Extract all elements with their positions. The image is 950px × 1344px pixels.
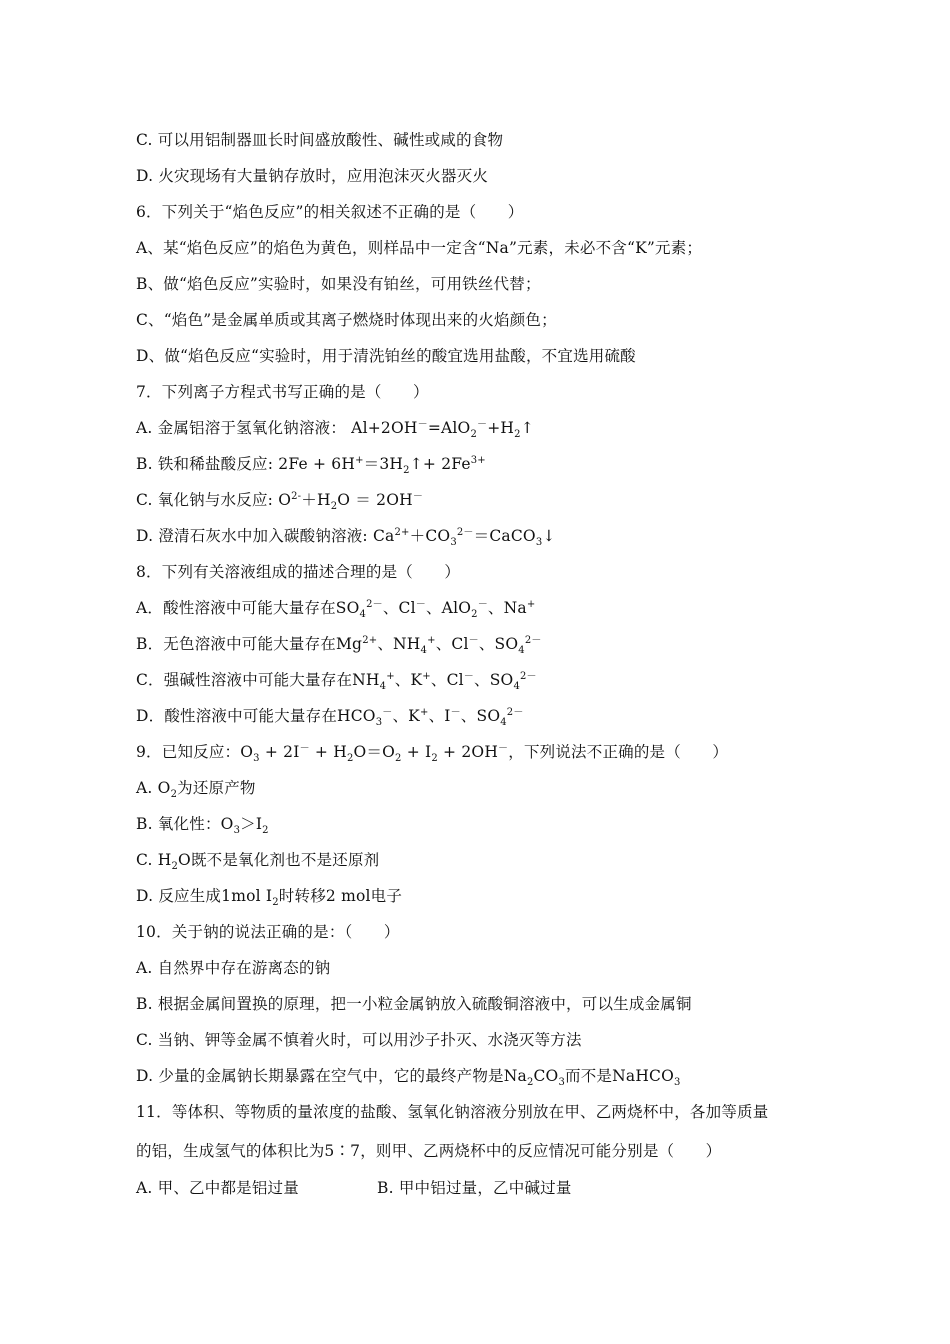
q7-option-a: A. 金属铝溶于氢氧化钠溶液： $Al+2OH^-=AlO_2^-+H_2↑$ (136, 418, 534, 441)
question-8: 8．下列有关溶液组成的描述合理的是（ ） (136, 563, 461, 581)
q11-option-b: B. 甲中铝过量，乙中碱过量 (377, 1179, 572, 1197)
question-11: 11．等体积、等物质的量浓度的盐酸、氢氧化钠溶液分别放在甲、乙两烧杯中，各加等质量 (136, 1103, 769, 1121)
q10-option-c: C. 当钠、钾等金属不慎着火时，可以用沙子扑灭、水浇灭等方法 (136, 1031, 582, 1049)
q7-option-b: B. 铁和稀盐酸反应: $2Fe + 6H^+=3H_2↑+ 2Fe^{3+}$ (136, 454, 486, 477)
q9-option-a: A. $O_2$为还原产物 (136, 779, 256, 801)
q6-option-c: C、“焰色”是金属单质或其离子燃烧时体现出来的火焰颜色； (136, 311, 557, 329)
q6-option-b: B、做“焰色反应”实验时，如果没有铂丝，可用铁丝代替； (136, 275, 541, 293)
question-9: 9．已知反应：$O_3 + 2I^- + H_2O=O_2 + I_2 + 2OH^-$，下列说法不正确的是（ ） (136, 742, 729, 765)
q5-option-d: D. 火灾现场有大量钠存放时，应用泡沫灭火器灭火 (136, 167, 489, 185)
q9-option-c: C. $H_2O$既不是氧化剂也不是还原剂 (136, 851, 380, 873)
question-7: 7．下列离子方程式书写正确的是（ ） (136, 383, 429, 401)
q11-option-a: A. 甲、乙中都是铝过量 (136, 1179, 299, 1197)
q10-option-a: A. 自然界中存在游离态的钠 (136, 959, 331, 977)
q9-option-d: D. 反应生成1mol $I_2$时转移2 mol电子 (136, 887, 403, 909)
question-6: 6．下列关于“焰色反应”的相关叙述不正确的是（ ） (136, 203, 524, 221)
q7-option-d: D. 澄清石灰水中加入碳酸钠溶液: $Ca^{2+}+CO_3^{2-}=CaCO_3↓$ (136, 526, 556, 549)
q10-option-d: D. 少量的金属钠长期暴露在空气中，它的最终产物是$Na_2CO_3$而不是NaHCO$_3$ (136, 1067, 681, 1089)
question-11-cont: 的铝，生成氢气的体积比为5∶7，则甲、乙两烧杯中的反应情况可能分别是（ ） (136, 1142, 722, 1160)
q8-option-c: C．强碱性溶液中可能大量存在$NH_4^+$、K+、Cl－、$SO_4^{2-}$ (136, 670, 537, 693)
question-10: 10．关于钠的说法正确的是：（ ） (136, 923, 400, 941)
q8-option-a: A．酸性溶液中可能大量存在$SO_4^{2-}$、Cl－、AlO$_2$－、Na+ (136, 598, 536, 621)
q7-option-c: C. 氧化钠与水反应: $O^{2-}+H_2O = 2OH^-$ (136, 490, 424, 513)
q6-option-d: D、做“焰色反应“实验时，用于清洗铂丝的酸宜选用盐酸，不宜选用硫酸 (136, 347, 636, 365)
q10-option-b: B. 根据金属间置换的原理，把一小粒金属钠放入硫酸铜溶液中，可以生成金属铜 (136, 995, 692, 1013)
q5-option-c: C. 可以用铝制器皿长时间盛放酸性、碱性或咸的食物 (136, 131, 504, 149)
q6-option-a: A、某“焰色反应”的焰色为黄色，则样品中一定含“Na”元素，未必不含“K”元素； (136, 239, 703, 257)
q9-option-b: B. 氧化性：$O_3>I_2$ (136, 815, 269, 837)
q8-option-b: B．无色溶液中可能大量存在$Mg^{2+}$、$NH_4^+$、Cl－、$SO_4^{2-}$ (136, 634, 542, 657)
q8-option-d: D．酸性溶液中可能大量存在$HCO_3^-$、K+、I－、$SO_4^{2-}$ (136, 706, 524, 729)
